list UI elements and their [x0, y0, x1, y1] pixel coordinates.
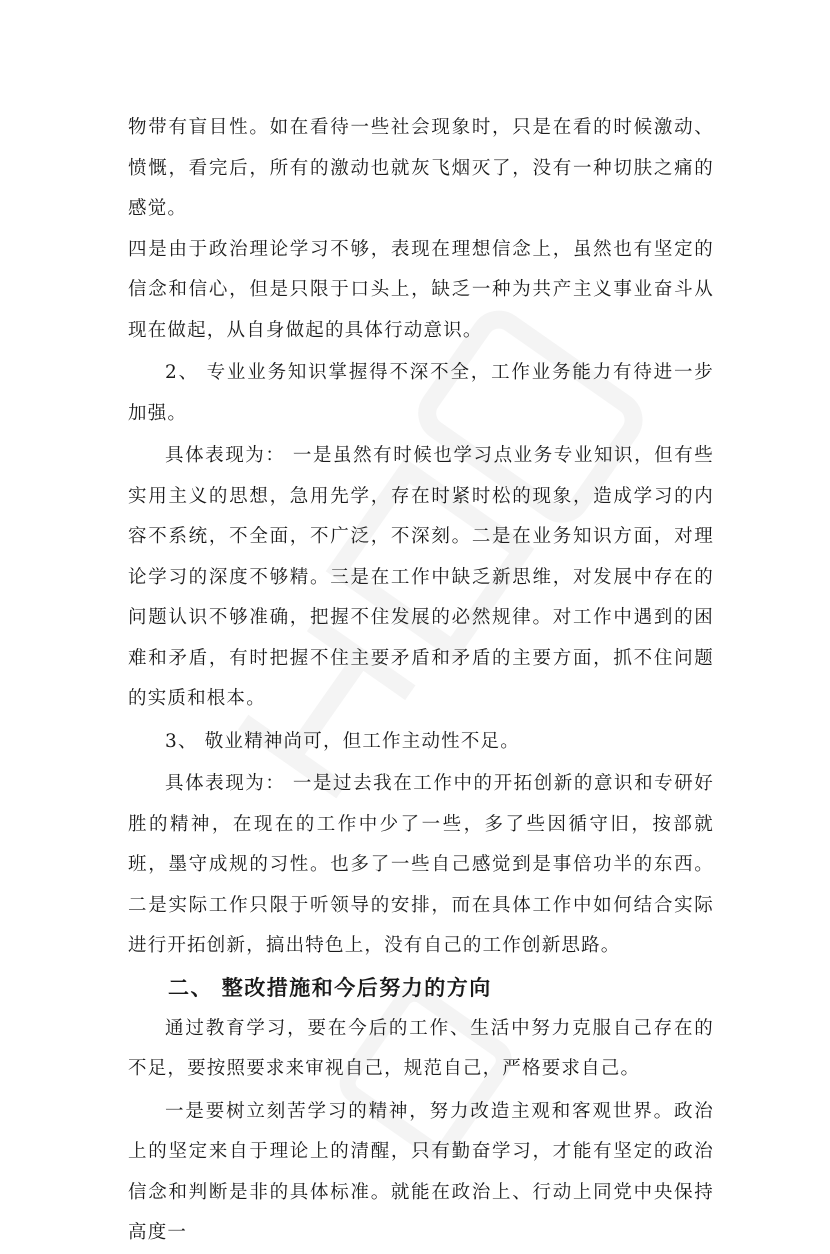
document-body	[128, 108, 714, 1254]
paragraph-point-four: 四是由于政治理论学习不够，表现在理想信念上，虽然也有坚定的信念和信心，但是只限于口头上，缺乏一种为共产主义事业奋斗从现在做起，从自身做起的具体行动意识。	[128, 238, 714, 341]
section-heading: 二、 整改措施和今后努力的方向	[168, 975, 492, 1000]
item-2-body: 具体表现为： 一是虽然有时候也学习点业务专业知识，但有些实用主义的思想，急用先学，存在时紧时松的现象，造成学习的内容不系统，不全面，不广泛，不深刻。二是在业务知识方面，对理论学习的深度不够精。三是在工作中缺乏新思维，对发展中存在的问题认识不够准确，把握不住发展的必然规律。对工作中遇到的困难和矛盾，有时把握不住主要矛盾和矛盾的主要方面，抓不住问题的实质和根本。	[128, 445, 714, 709]
item-3-title: 3、 敬业精神尚可，但工作主动性不足。	[165, 730, 520, 752]
paragraph-continued: 物带有盲目性。如在看待一些社会现象时，只是在看的时候激动、愤慨，看完后，所有的激动也就灰飞烟灭了，没有一种切肤之痛的感觉。	[128, 117, 714, 219]
item-3-body: 具体表现为： 一是过去我在工作中的开拓创新的意识和专研好胜的精神，在现在的工作中少了一些，多了些因循守旧，按部就班，墨守成规的习性。也多了一些自己感觉到是事倍功半的东西。二是实际工作只限于听领导的安排，而在具体工作中如何结合实际进行开拓创新，搞出特色上，没有自己的工作创新思路。	[128, 773, 714, 956]
item-2-title: 2、 专业业务知识掌握得不深不全，工作业务能力有待进一步加强。	[128, 362, 714, 424]
section-2-paragraph-2: 一是要树立刻苦学习的精神，努力改造主观和客观世界。政治上的坚定来自于理论上的清醒，只有勤奋学习，才能有坚定的政治信念和判断是非的具体标准。就能在政治上、行动上同党中央保持高度一	[128, 1100, 714, 1243]
section-2-paragraph-1: 通过教育学习，要在今后的工作、生活中努力克服自己存在的不足，要按照要求来审视自己，规范自己，严格要求自己。	[128, 1017, 714, 1079]
